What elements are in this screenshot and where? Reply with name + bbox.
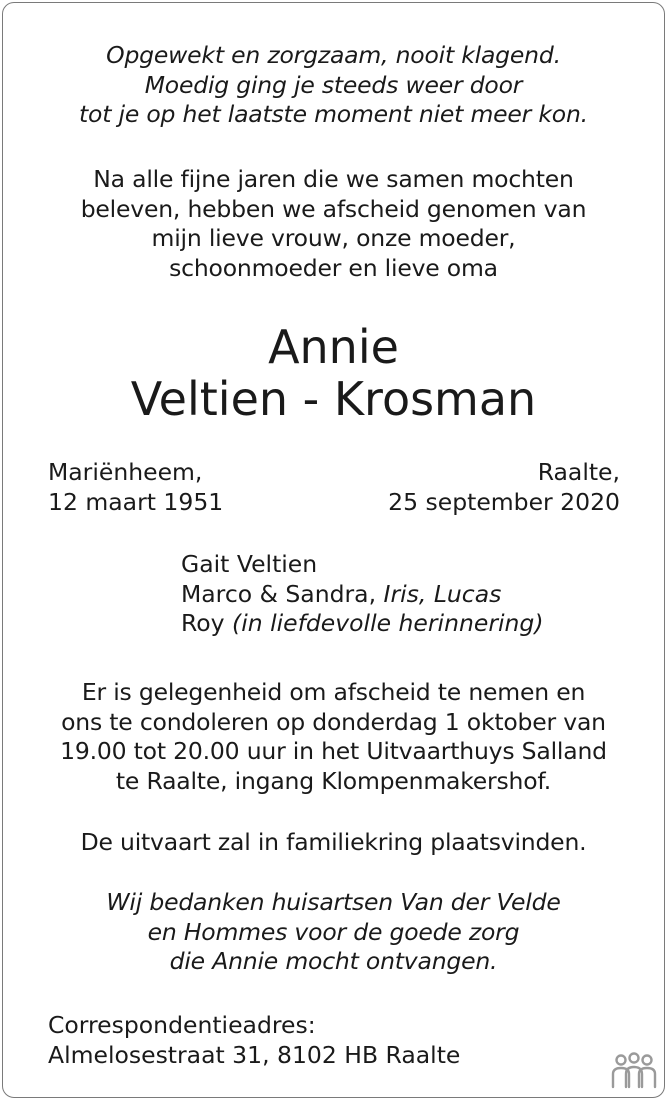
thanks-line: die Annie mocht ontvangen.	[169, 947, 498, 975]
funeral-notice	[3, 828, 664, 858]
birth-info	[48, 458, 223, 517]
death-info	[388, 458, 620, 517]
first-name: Annie	[268, 320, 399, 374]
birth-place: Mariënheem,	[48, 458, 203, 486]
condolence-line: 19.00 tot 20.00 uur in het Uitvaarthuys Salland	[60, 737, 607, 765]
thanks-line: en Hommes voor de goede zorg	[147, 917, 520, 946]
family-member	[181, 580, 544, 610]
thanks-text	[3, 888, 664, 977]
condolence-line: te Raalte, ingang Klompenmakershof.	[115, 766, 552, 795]
death-place: Raalte,	[537, 458, 620, 486]
poem-line: Opgewekt en zorgzaam, nooit klagend.	[106, 41, 561, 69]
poem	[3, 41, 664, 130]
condolence-line: ons te condoleren op donderdag 1 oktober van	[61, 707, 606, 736]
correspondence-address	[48, 1011, 460, 1070]
intro-text	[3, 165, 664, 283]
intro-line: schoonmoeder en lieve oma	[169, 253, 498, 282]
intro-line: mijn lieve vrouw, onze moeder,	[151, 224, 516, 252]
condolence-info	[3, 678, 664, 796]
family-list	[181, 550, 544, 639]
people-group-icon	[609, 1051, 659, 1095]
memorial-note: (in liefdevolle herinnering)	[232, 609, 544, 637]
address-label: Correspondentieadres:	[48, 1011, 316, 1039]
full-name: Veltien - Krosman	[130, 372, 537, 426]
birth-date: 12 maart 1951	[48, 487, 224, 516]
family-member	[181, 609, 544, 639]
poem-line: Moedig ging je steeds weer door	[144, 70, 523, 99]
intro-line: beleven, hebben we afscheid genomen van	[80, 194, 587, 223]
address-line: Almelosestraat 31, 8102 HB Raalte	[48, 1040, 461, 1069]
deceased-name	[3, 321, 664, 425]
funeral-line: De uitvaart zal in familiekring plaatsvinden.	[80, 828, 587, 856]
grandchildren-names: Iris, Lucas	[383, 579, 502, 608]
thanks-line: Wij bedanken huisartsen Van der Velde	[106, 888, 561, 916]
family-names: Marco & Sandra,	[181, 579, 384, 608]
family-member: Gait Veltien	[181, 550, 318, 578]
death-date: 25 september 2020	[388, 487, 620, 516]
intro-line: Na alle fijne jaren die we samen mochten	[93, 165, 574, 193]
poem-line: tot je op het laatste moment niet meer kon.	[79, 100, 588, 128]
obituary-card	[2, 2, 665, 1098]
family-names: Roy	[181, 609, 233, 637]
condolence-line: Er is gelegenheid om afscheid te nemen en	[81, 678, 586, 706]
